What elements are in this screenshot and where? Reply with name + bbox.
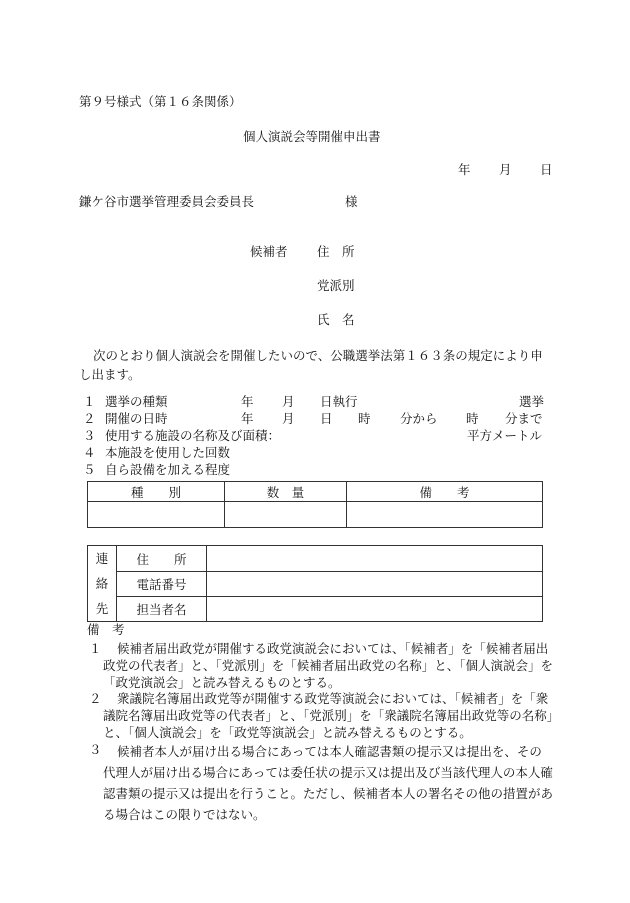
- note-2-text: 衆議院名簿届出政党等が開催する政党等演説会においては、「候補者」を「衆議院名簿届出政党等の代表者」と、「党派別」を「衆議院名簿届出政党等の名称」と、「個人演説会」を「政党等演説会」と読み替えるものとする。: [103, 691, 554, 740]
- date-month: 月: [499, 162, 512, 177]
- item-1-day: 日執行: [320, 394, 358, 409]
- intro-text: 次のとおり個人演説会を開催したいので、公職選挙法第１６３条の規定により申し出ます。: [79, 348, 543, 382]
- item-2-month: 月: [282, 411, 295, 426]
- item-2-label: 開催の日時: [105, 411, 168, 426]
- contact-address-label: 住 所: [117, 546, 207, 572]
- date-year: 年: [458, 162, 471, 177]
- equipment-cell-remarks[interactable]: [347, 502, 543, 528]
- applicant-address-label: 住 所: [317, 244, 355, 259]
- contact-address-field[interactable]: [207, 546, 543, 572]
- item-3-number: ３: [83, 428, 96, 443]
- item-2-hour: 時: [358, 411, 371, 426]
- contact-side-char-2: 絡: [95, 576, 109, 591]
- item-2-minute-from: 分から: [400, 411, 438, 426]
- item-2-minute-to: 分まで: [505, 411, 543, 426]
- item-2-hour-2: 時: [466, 411, 479, 426]
- note-1-number: １: [89, 641, 102, 656]
- item-5-number: ５: [83, 462, 96, 477]
- contact-person-label: 担当者名: [117, 597, 207, 622]
- item-1-suffix: 選挙: [519, 394, 545, 409]
- equipment-header-remarks: 備 考: [347, 482, 543, 502]
- item-5-label: 自ら設備を加える程度: [105, 462, 231, 477]
- note-3-text: 候補者本人が届け出る場合にあっては本人確認書類の提示又は提出を、その代理人が届け出る場合にあっては委任状の提示又は提出及び当該代理人の本人確認書類の提示又は提出を行うこと。ただし、候補者本人の署名その他の措置がある場合はこの限りではない。: [103, 744, 554, 822]
- item-2-day: 日: [320, 411, 333, 426]
- addressee-name: 鎌ケ谷市選挙管理委員会委員長: [79, 194, 255, 209]
- item-1-label: 選挙の種類: [105, 394, 168, 409]
- item-1-year: 年: [241, 394, 254, 409]
- contact-side-label: [88, 546, 117, 622]
- item-1-number: １: [83, 394, 96, 409]
- contact-phone-label: 電話番号: [117, 572, 207, 597]
- notes-heading: 備 考: [87, 622, 125, 637]
- equipment-table: [87, 481, 543, 528]
- note-1-text: 候補者届出政党が開催する政党演説会においては、「候補者」を「候補者届出政党の代表者」と、「党派別」を「候補者届出政党の名称」と、「個人演説会」を「政党演説会」と読み替えるものとする。: [103, 641, 554, 690]
- contact-person-field[interactable]: [207, 597, 543, 622]
- contact-side-char-3: 先: [95, 601, 109, 616]
- equipment-cell-quantity[interactable]: [225, 502, 347, 528]
- equipment-header-type: 種 別: [88, 482, 225, 502]
- applicant-name-label: 氏 名: [317, 312, 355, 327]
- item-2-number: ２: [83, 411, 96, 426]
- applicant-label: 候補者: [250, 244, 288, 259]
- form-number: 第９号様式（第１６条関係）: [79, 94, 242, 109]
- applicant-party-label: 党派別: [317, 278, 355, 293]
- note-2-number: ２: [89, 691, 102, 706]
- item-2-year: 年: [241, 411, 254, 426]
- contact-phone-field[interactable]: [207, 572, 543, 597]
- equipment-header-quantity: 数 量: [225, 482, 347, 502]
- date-day: 日: [540, 162, 553, 177]
- item-4-number: ４: [83, 445, 96, 460]
- item-3-label: 使用する施設の名称及び面積：: [105, 428, 281, 443]
- item-3-unit: 平方メートル: [467, 428, 543, 443]
- contact-side-char-1: 連: [95, 551, 109, 566]
- note-3-number: ３: [89, 742, 102, 757]
- item-1-month: 月: [282, 394, 295, 409]
- addressee-honorific: 様: [345, 194, 358, 209]
- document-title: 個人演説会等開催申出書: [243, 129, 381, 144]
- item-4-label: 本施設を使用した回数: [105, 445, 231, 460]
- equipment-cell-type[interactable]: [88, 502, 225, 528]
- contact-table: [87, 545, 543, 622]
